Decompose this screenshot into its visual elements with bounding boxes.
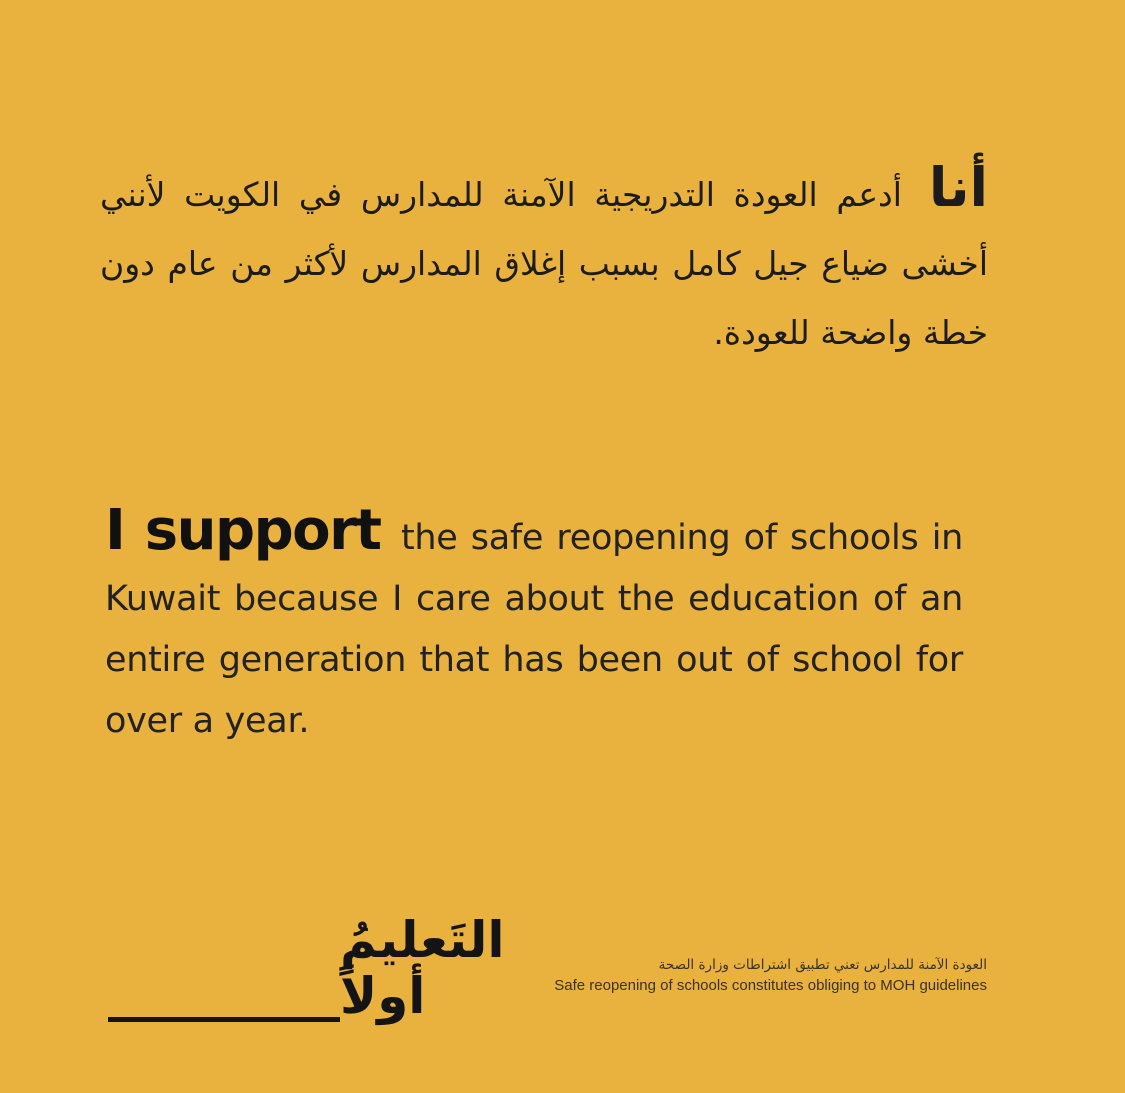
footer-english-text: Safe reopening of schools constitutes obliging to MOH guidelines — [554, 977, 987, 994]
logo-line-2: أولاً — [340, 967, 426, 1025]
english-body-text: the safe reopening of schools in Kuwait because I care about the education of an entire generation that has been out of school for over a year. — [105, 518, 964, 741]
arabic-lead-word: أنا — [901, 156, 988, 219]
footer-note — [460, 955, 987, 997]
campaign-logo — [108, 905, 505, 1030]
logo-underline — [108, 1017, 340, 1022]
arabic-body-text: أدعم العودة التدريجية الآمنة للمدارس في الكويت لأنني أخشى ضياع جيل كامل بسبب إغلاق المدارس لأكثر من عام دون خطة واضحة للعودة. — [100, 175, 988, 352]
english-statement — [105, 500, 963, 752]
arabic-statement — [100, 156, 988, 367]
english-lead-words: I support — [105, 498, 401, 563]
campaign-logo-mark — [108, 905, 505, 1030]
logo-line-1: التَعليمُ — [340, 911, 505, 969]
footer-arabic-text: العودة الآمنة للمدارس تعني تطبيق اشتراطات وزارة الصحة — [658, 957, 987, 973]
